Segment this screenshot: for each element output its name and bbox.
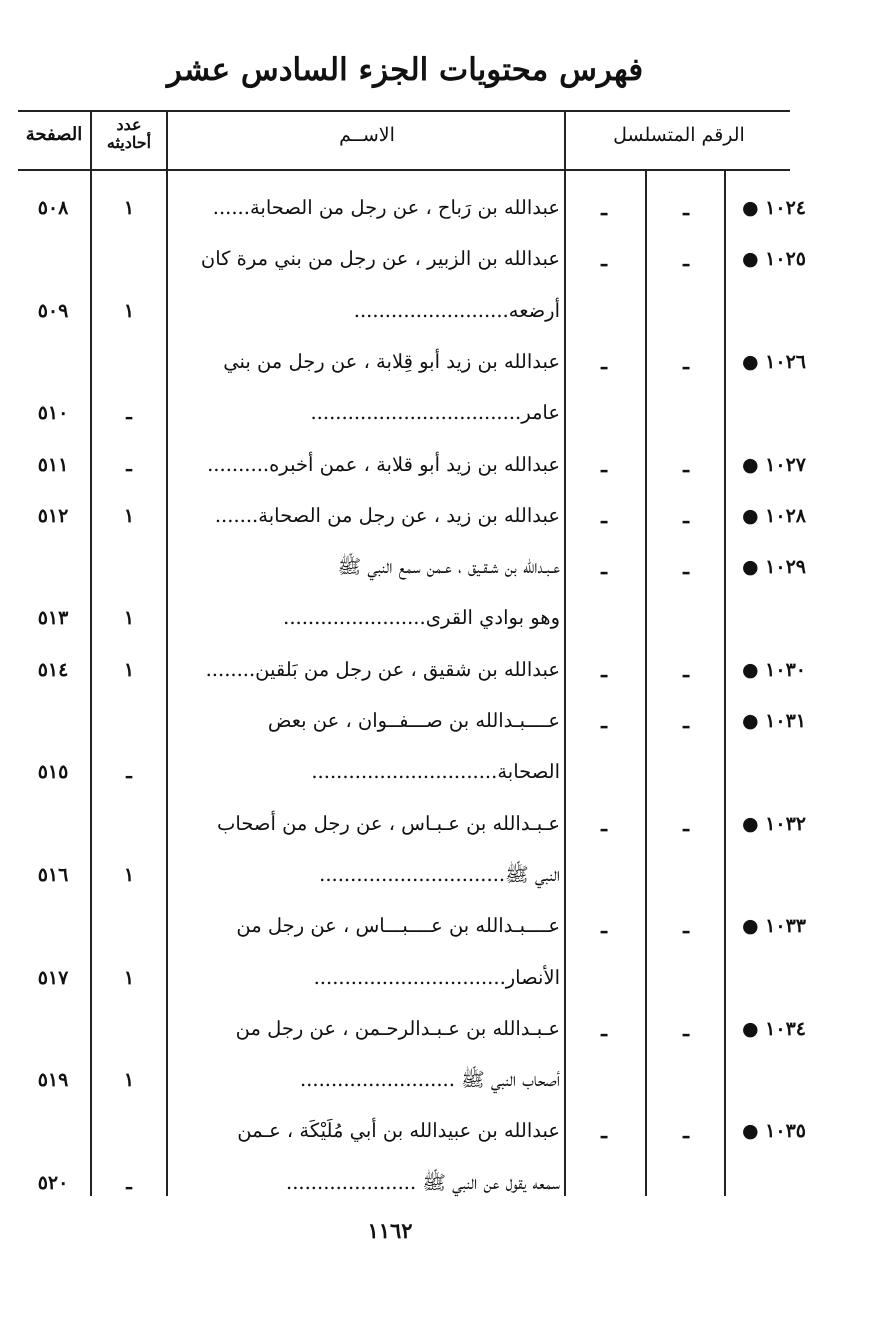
dash-cell: ـ (601, 196, 607, 220)
count-cell (94, 1105, 164, 1157)
name-cell: عــــبـدالله بن عــــبـــاس ، عن رجل من (236, 914, 560, 938)
count-cell: ـ (126, 761, 132, 784)
dash-cell (664, 1157, 708, 1209)
dash-cell: ـ (683, 914, 689, 939)
table-row (0, 592, 885, 644)
count-cell: ـ (126, 402, 132, 425)
count-cell: ١ (123, 966, 135, 989)
page-cell: ٥٠٨ (37, 197, 69, 219)
name-cell: سمعه يقول عن النبي ﷺ ..................... (286, 1170, 560, 1194)
dash-cell (582, 952, 626, 1004)
name-cell: وهو بوادي القرى....................... (283, 606, 560, 630)
dash-cell: ـ (601, 349, 607, 374)
dash-cell (582, 1157, 626, 1209)
count-cell: ١ (123, 658, 135, 681)
table-row (0, 387, 885, 439)
name-cell: عبدالله بن زيد أبو قِلابة ، عن رجل من بني (223, 349, 560, 373)
dash-cell: ـ (683, 709, 689, 733)
dash-cell (582, 387, 626, 439)
name-cell: عـبـدالله بن شـقـيق ، عـمن سمع النبي ﷺ (337, 555, 560, 579)
name-cell: عبدالله بن عبيدالله بن أبي مُلَيْكَة ، عـمن (237, 1119, 560, 1143)
table-row (0, 746, 885, 798)
serial-cell (726, 952, 806, 1004)
dash-cell (664, 592, 708, 644)
header-name: الاســم (339, 124, 395, 146)
name-cell: عــــبـدالله بن صـــفــوان ، عن بعض (267, 709, 560, 732)
dash-cell: ـ (601, 1016, 607, 1041)
dash-cell (664, 387, 708, 439)
name-cell: عامر.................................. (310, 401, 560, 425)
page-cell: ٥١٠ (37, 402, 69, 425)
page-cell (18, 1003, 88, 1055)
name-cell: الصحابة.............................. (311, 760, 560, 784)
dash-cell: ـ (683, 452, 689, 477)
dash-cell (582, 849, 626, 901)
serial-cell: ١٠٣٥ ● (741, 1120, 806, 1143)
serial-cell (726, 387, 806, 439)
page-cell: ٥٢٠ (37, 1171, 69, 1194)
table-row (0, 1157, 885, 1209)
name-cell: عبدالله بن الزبير ، عن رجل من بني مرة كان (200, 247, 560, 271)
page-cell: ٥٠٩ (37, 299, 69, 322)
name-cell: عـبـدالله بن عـبـاس ، عن رجل من أصحاب (217, 811, 560, 835)
page-cell (18, 695, 88, 747)
table-row (0, 336, 885, 388)
name-cell: النبي ﷺ.............................. (319, 862, 560, 886)
serial-cell (726, 746, 806, 798)
count-cell: ١ (123, 197, 135, 219)
serial-cell: ١٠٣٤ ● (741, 1017, 806, 1040)
header-bottom-rule (18, 169, 790, 171)
count-cell (94, 1003, 164, 1055)
name-cell: عبدالله بن زيد ، عن رجل من الصحابة....... (214, 503, 560, 527)
dash-cell: ـ (683, 811, 689, 836)
serial-cell: ١٠٣٠ ● (741, 658, 806, 681)
page-cell: ٥١٩ (37, 1069, 69, 1092)
dash-cell: ـ (683, 196, 689, 220)
header-count-line2: أحاديثه (106, 133, 152, 152)
dash-cell (664, 746, 708, 798)
table-row (0, 233, 885, 285)
count-cell: ١ (123, 1069, 135, 1092)
dash-cell (582, 1054, 626, 1106)
serial-cell: ١٠٢٥ ● (741, 248, 806, 271)
name-cell: أصحاب النبي ﷺ ......................... (299, 1068, 560, 1092)
dash-cell: ـ (601, 1119, 607, 1144)
dash-cell (582, 285, 626, 337)
dash-cell: ـ (683, 349, 689, 374)
count-cell: ١ (123, 504, 135, 527)
name-cell: أرضعه......................... (353, 298, 560, 322)
page-title: فهرس محتويات الجزء السادس عشر (166, 52, 644, 88)
dash-cell: ـ (683, 657, 689, 682)
header-page: الصفحة (25, 124, 83, 145)
table-row (0, 1003, 885, 1055)
serial-cell (726, 592, 806, 644)
header-top-rule (18, 110, 790, 112)
dash-cell (664, 849, 708, 901)
name-cell: عبدالله بن شقيق ، عن رجل من بَلقين........ (205, 657, 560, 681)
dash-cell (582, 746, 626, 798)
name-cell: الأنصار............................... (313, 965, 560, 989)
table-row (0, 900, 885, 952)
page-number: ١١٦٢ (367, 1218, 413, 1243)
count-cell (94, 695, 164, 747)
serial-cell: ١٠٢٤ ● (741, 197, 806, 219)
count-cell: ـ (126, 1171, 132, 1194)
table-row (0, 849, 885, 901)
serial-cell (726, 285, 806, 337)
count-cell (94, 798, 164, 850)
count-cell (94, 233, 164, 285)
header-count-line1: عدد (116, 115, 142, 134)
dash-cell: ـ (683, 1016, 689, 1041)
table-row (0, 644, 885, 696)
dash-cell: ـ (601, 247, 607, 272)
serial-cell (726, 1054, 806, 1106)
dash-cell: ـ (683, 555, 689, 580)
table-row (0, 1054, 885, 1106)
count-cell: ـ (126, 453, 132, 476)
serial-cell: ١٠٣٣ ● (741, 915, 806, 938)
table-row (0, 952, 885, 1004)
count-cell (94, 336, 164, 388)
header-serial: الرقم المتسلسل (613, 124, 745, 146)
table-row (0, 285, 885, 337)
page-cell (18, 798, 88, 850)
dash-cell: ـ (601, 555, 607, 580)
dash-cell: ـ (601, 709, 607, 733)
page-cell: ٥١٥ (37, 761, 69, 784)
dash-cell: ـ (601, 914, 607, 939)
serial-cell: ١٠٢٨ ● (741, 504, 806, 527)
page-cell (18, 336, 88, 388)
page-cell: ٥١٦ (37, 863, 69, 886)
count-cell: ١ (123, 607, 135, 630)
serial-cell: ١٠٢٦ ● (741, 350, 806, 373)
table-row (0, 1105, 885, 1157)
page-cell: ٥١٣ (37, 607, 69, 630)
dash-cell: ـ (683, 247, 689, 272)
page-cell: ٥١١ (37, 453, 69, 476)
page-cell (18, 1105, 88, 1157)
serial-cell: ١٠٣٢ ● (741, 812, 806, 835)
count-cell (94, 900, 164, 952)
serial-cell: ١٠٢٩ ● (741, 556, 806, 579)
name-cell: عبدالله بن رَباح ، عن رجل من الصحابة...... (212, 196, 560, 219)
page-cell: ٥١٧ (37, 966, 69, 989)
dash-cell: ـ (683, 1119, 689, 1144)
table-row (0, 490, 885, 542)
table-row (0, 798, 885, 850)
page-cell (18, 541, 88, 593)
serial-cell: ١٠٣١ ● (741, 710, 806, 732)
dash-cell: ـ (601, 452, 607, 477)
page-cell: ٥١٤ (37, 658, 69, 681)
dash-cell: ـ (683, 503, 689, 528)
dash-cell (664, 1054, 708, 1106)
name-cell: عبدالله بن زيد أبو قلابة ، عمن أخبره.......... (207, 452, 560, 476)
dash-cell (664, 285, 708, 337)
name-cell: عـبـدالله بن عـبـدالرحـمن ، عن رجل من (235, 1016, 560, 1040)
page-cell (18, 233, 88, 285)
table-row (0, 695, 885, 747)
dash-cell (664, 952, 708, 1004)
dash-cell: ـ (601, 811, 607, 836)
dash-cell: ـ (601, 503, 607, 528)
serial-cell (726, 1157, 806, 1209)
table-row (0, 182, 885, 234)
serial-cell: ١٠٢٧ ● (741, 453, 806, 476)
dash-cell (582, 592, 626, 644)
count-cell: ١ (123, 299, 135, 322)
table-row (0, 439, 885, 491)
count-cell (94, 541, 164, 593)
dash-cell: ـ (601, 657, 607, 682)
page-cell (18, 900, 88, 952)
header-count (92, 116, 166, 152)
page-cell: ٥١٢ (37, 504, 69, 527)
table-row (0, 541, 885, 593)
serial-cell (726, 849, 806, 901)
count-cell: ١ (123, 863, 135, 886)
